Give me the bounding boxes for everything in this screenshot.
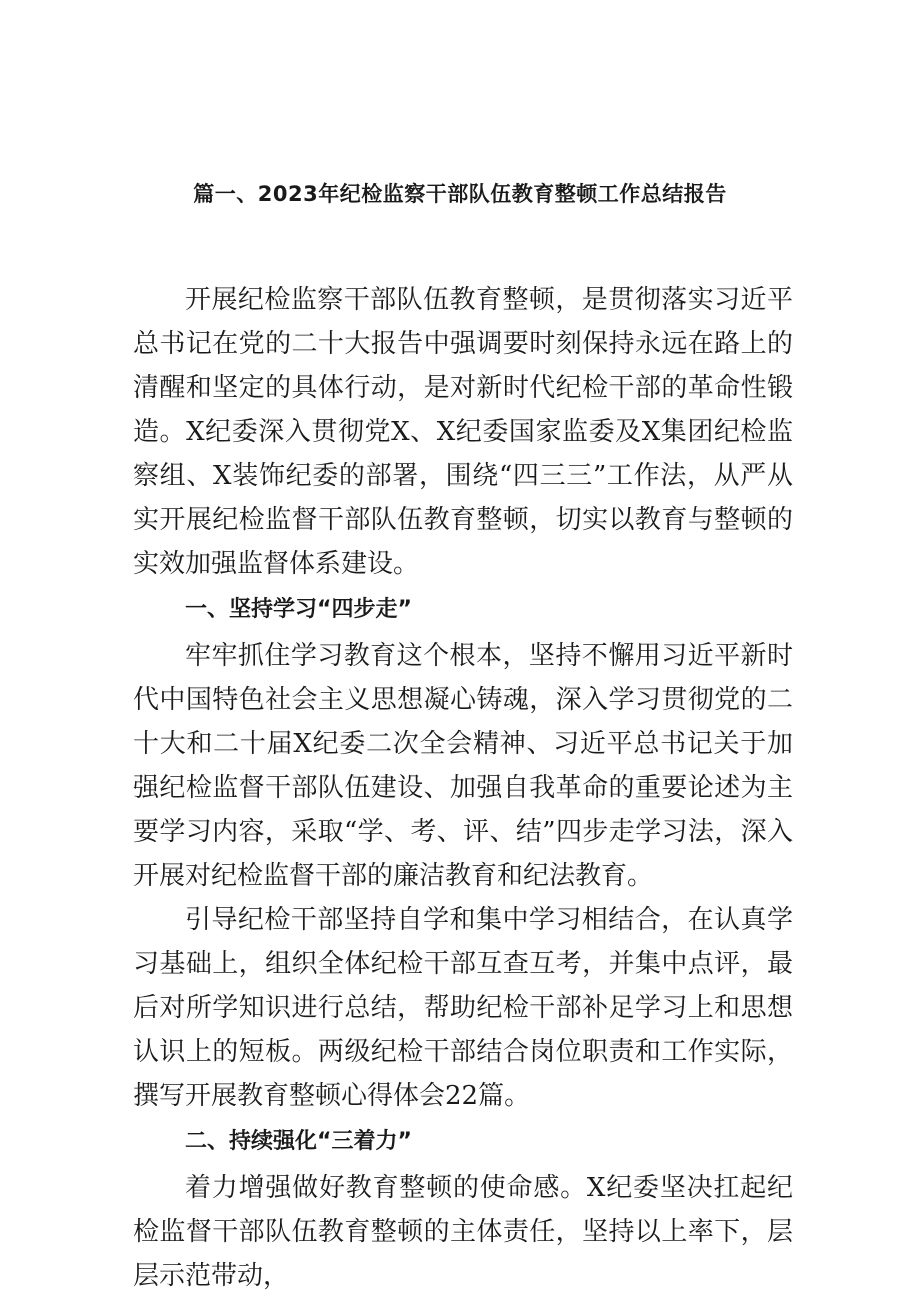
section-heading-2: 二、持续强化“三着力” [185,1129,412,1154]
section-1-paragraph-2: 引导纪检干部坚持自学和集中学习相结合，在认真学习基础上，组织全体纪检干部互查互考，并集中点评，最后对所学知识进行总结，帮助纪检干部补足学习上和思想认识上的短板。两级纪检干部结合岗位职责和工作实际，撰写开展教育整顿心得体会22篇。 [133,905,793,1111]
document-body [133,278,793,1298]
section-2-paragraph-1: 着力增强做好教育整顿的使命感。X纪委坚决扛起纪检监督干部队伍教育整顿的主体责任，坚持以上率下，层层示范带动， [133,1173,793,1291]
intro-paragraph: 开展纪检监察干部队伍教育整顿，是贯彻落实习近平总书记在党的二十大报告中强调要时刻保持永远在路上的清醒和坚定的具体行动，是对新时代纪检干部的革命性锻造。X纪委深入贯彻党X、X纪委国家监委及X集团纪检监察组、X装饰纪委的部署，围绕“四三三”工作法，从严从实开展纪检监督干部队伍教育整顿，切实以教育与整顿的实效加强监督体系建设。 [133,285,793,579]
document-title: 篇一、2023年纪检监察干部队伍教育整顿工作总结报告 [193,182,727,206]
section-1-paragraph-1: 牢牢抓住学习教育这个根本，坚持不懈用习近平新时代中国特色社会主义思想凝心铸魂，深入学习贯彻党的二十大和二十届X纪委二次全会精神、习近平总书记关于加强纪检监督干部队伍建设、加强自我革命的重要论述为主要学习内容，采取“学、考、评、结”四步走学习法，深入开展对纪检监督干部的廉洁教育和纪法教育。 [133,641,793,891]
section-heading-1: 一、坚持学习“四步走” [185,597,412,622]
